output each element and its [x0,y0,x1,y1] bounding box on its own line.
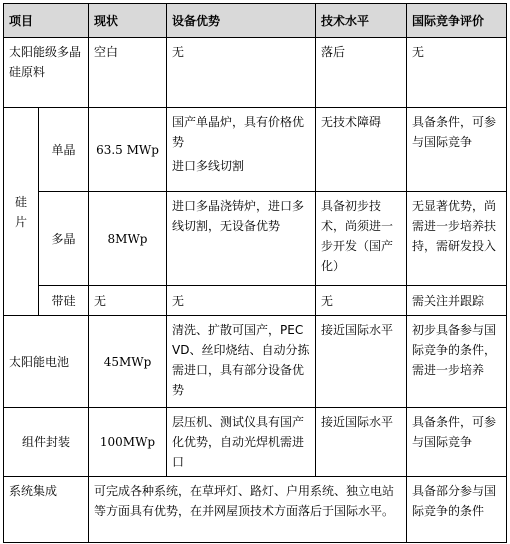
cell-system-desc: 可完成各种系统，在草坪灯、路灯、户用系统、独立电站等方面具有优势，在并网屋顶技术方面落后于国际水平。 [89,477,407,543]
cell-eval: 具备条件，可参与国际竞争 [407,108,507,192]
row-label-multi: 多晶 [39,192,89,286]
row-label-cell: 太阳能电池 [4,316,89,408]
cell-status: 100MWp [89,408,167,477]
cell-tech: 接近国际水平 [316,408,407,477]
row-label-polysilicon: 太阳能级多晶硅原料 [4,38,89,108]
cell-equipment: 无 [167,286,316,316]
cell-status: 空白 [89,38,167,108]
cell-eval: 具备条件，可参与国际竞争 [407,408,507,477]
cell-equipment: 层压机、测试仪具有国产化优势，自动光焊机需进口 [167,408,316,477]
table-row [4,192,507,286]
group-label-wafer [4,108,39,316]
table-row [4,477,507,543]
group-label-text: 硅片 [14,194,27,229]
cell-tech: 无技术障碍 [316,108,407,192]
cell-eval: 无 [407,38,507,108]
row-label-system: 系统集成 [4,477,89,543]
cell-equipment: 清洗、扩散可国产，PECVD、丝印烧结、自动分拣需进口，具有部分设备优势 [167,316,316,408]
header-item: 项目 [4,4,89,38]
cell-equipment [167,108,316,192]
cell-eval: 初步具备参与国际竞争的条件，需进一步培养 [407,316,507,408]
table-header-row [4,4,507,38]
spacer [172,152,310,156]
header-equipment: 设备优势 [167,4,316,38]
header-eval: 国际竞争评价 [407,4,507,38]
row-label-ribbon: 带硅 [39,286,89,316]
table-row [4,38,507,108]
header-status: 现状 [89,4,167,38]
cell-equipment: 无 [167,38,316,108]
cell-tech: 具备初步技术，尚须进一步开发（国产化） [316,192,407,286]
table-row [4,316,507,408]
cell-status: 45MWp [89,316,167,408]
equipment-line-a: 国产单晶炉，具有价格优势 [172,115,305,149]
header-tech: 技术水平 [316,4,407,38]
cell-tech: 落后 [316,38,407,108]
row-label-mono: 单晶 [39,108,89,192]
cell-status: 无 [89,286,167,316]
row-label-module: 组件封装 [4,408,89,477]
table-row [4,108,507,192]
cell-eval: 无显著优势，尚需进一步培养扶持，需研发投入 [407,192,507,286]
cell-tech: 接近国际水平 [316,316,407,408]
cell-eval: 需关注并跟踪 [407,286,507,316]
cell-status: 8MWp [89,192,167,286]
equipment-line-b: 进口多线切割 [172,159,245,173]
cell-eval: 具备部分参与国际竞争的条件 [407,477,507,543]
comparison-table [3,3,507,543]
table-row [4,286,507,316]
table-row [4,408,507,477]
cell-tech: 无 [316,286,407,316]
cell-equipment: 进口多晶浇铸炉，进口多线切割，无设备优势 [167,192,316,286]
cell-status: 63.5 MWp [89,108,167,192]
